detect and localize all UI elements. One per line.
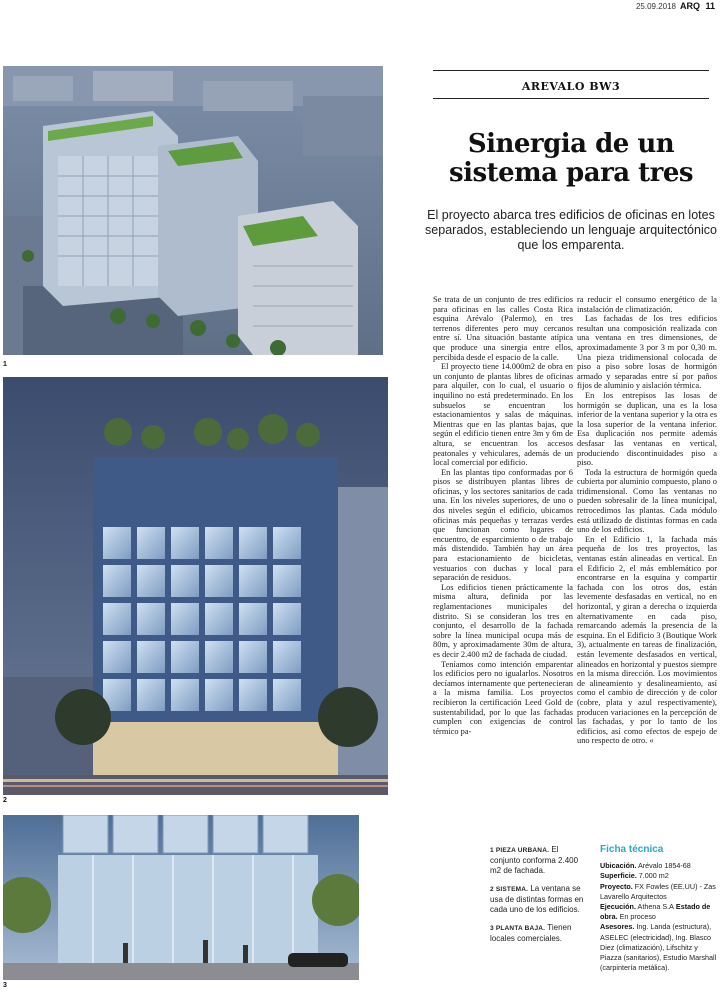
figure-number-1: 1	[3, 361, 7, 368]
caption-text: El conjunto conforma 2.400 m2 de fachada.	[490, 845, 579, 875]
body-column-2	[577, 295, 717, 746]
ficha-label: Asesores.	[600, 922, 635, 932]
ficha-label: Proyecto.	[600, 881, 633, 891]
figure-number-3: 3	[3, 982, 7, 989]
paragraph: En las plantas tipo conformadas por 6 pisos se distribuyen plantas libres de oficinas, y los sectores sanitarios de cada una. En los niveles superiores, de uno o dos niveles según el edificio, ubicamos oficinas más pequeñas y terrazas verdes que funcionan como lugares de encuentro, de esparcimiento o de trabajo más distendido. También hay un área para estacionamiento de bicicletas, vestuarios con duchas y local para separación de residuos.	[433, 467, 573, 583]
paragraph: Toda la estructura de hormigón queda cubierta por aluminio compuesto, plano o tridimensional. Como las ventanas no pueden sobresalir de la línea municipal, retrocedimos las plantas. Cada módulo está utilizado de distintas formas en cada uno de los edificios.	[577, 467, 717, 535]
page-number: 11	[705, 1, 715, 11]
photo-aerial-view	[3, 66, 383, 355]
caption-label: 2 SISTEMA.	[490, 886, 529, 893]
technical-sheet	[600, 845, 718, 973]
headline-line-2: sistema para tres	[448, 158, 694, 188]
paragraph: En los entrepisos las losas de hormigón se duplican, una es la losa inferior de la ventana superior y la otra es la losa superior de la ventana inferior. Esa duplicación nos permite además desfasar las ventanas en vertical, produciendo discontinuidades piso a piso.	[577, 390, 717, 468]
body-column-1	[433, 295, 573, 736]
kicker-rule-top	[433, 70, 709, 71]
paragraph: El proyecto tiene 14.000m2 de obra en un conjunto de plantas libres de oficinas para alquiler, con lo cual, el usuario o inquilino no está predeterminado. En los subsuelos se encuentran los estacionamientos y salas de máquinas. Mientras que en las plantas bajas, que según el edificio tienen entre 3m y 6m de altura, se encuentran los accesos peatonales y vehiculares, además de un local comercial por edificio.	[433, 362, 573, 468]
photo-building-facade	[3, 377, 388, 795]
caption-3	[490, 923, 586, 944]
paragraph: Se trata de un conjunto de tres edificios para oficinas en las calles Costa Rica esquina Arévalo (Palermo), en tres terrenos diferentes pero muy cercanos entre sí. Una situación bastante atípica que produce una sinergia entre ellos, percibida desde el espacio de la calle.	[433, 295, 573, 362]
technical-sheet-title: Ficha técnica	[600, 844, 664, 855]
figure-number-2: 2	[3, 797, 7, 804]
article-headline	[418, 130, 724, 188]
ficha-label: Superficie.	[600, 871, 637, 881]
caption-text: La ventana se usa de distintas formas en cada uno de los edificios.	[490, 884, 584, 914]
ficha-proyecto	[600, 882, 718, 902]
ficha-label: Ubicación.	[600, 861, 637, 871]
ficha-value: Ing. Landa (estructura), ASELEC (electricidad), Ing. Blasco Diez (climatización), Lifschitz y Piazza (sanitarios), Estudio Marshall (carpintería metálica).	[600, 922, 717, 973]
ficha-value: En proceso	[617, 912, 656, 922]
ficha-value: FX Fowles (EE.UU) - Zas Lavarello Arquitectos	[600, 881, 716, 901]
issue-date: 25.09.2018	[635, 2, 676, 11]
ficha-asesores	[600, 922, 718, 973]
caption-label: 1 PIEZA URBANA.	[490, 847, 550, 854]
section-kicker: AREVALO BW3	[521, 80, 621, 93]
headline-line-1: Sinergia de un	[467, 129, 675, 159]
photo-ground-floor	[3, 815, 359, 980]
ficha-ejecucion	[600, 902, 718, 922]
paragraph: Teníamos como intención emparentar los edificios pero no igualarlos. Nosotros decíamos internamente que pertenecieran a la misma familia. Los proyectos recibieron la certificación Leed Gold de sustentabilidad, por lo que las fachadas cumplen con exigencias de control térmico pa-	[433, 659, 573, 736]
page-header	[0, 0, 724, 14]
caption-text: Tienen locales comerciales.	[490, 923, 572, 943]
ficha-value: Arévalo 1854-68	[636, 861, 691, 871]
ficha-label: Ejecución.	[600, 902, 636, 912]
ficha-ubicacion	[600, 861, 718, 871]
caption-1	[490, 845, 586, 876]
paragraph: Los edificios tienen prácticamente la misma altura, definida por las reglamentaciones municipales del distrito. Si se consideran los tres en conjunto, el desarrollo de la fachada sobre la línea municipal ocupa más de 80m, y aproximadamente 30m de altura, es decir 2.400 m2 de fachada de ciudad.	[433, 582, 573, 659]
ficha-value: Athena S.A	[635, 902, 674, 912]
paragraph: En el Edificio 1, la fachada más pequeña de los tres proyectos, las ventanas están alineadas en vertical. En el Edificio 2, el más emblemático por encontrarse en la esquina y compartir fachada con los otros dos, están levemente desfasadas en vertical, no en horizontal, y giran a derecha o izquierda alternativamente en cada piso, remarcando además la presencia de la esquina. En el Edificio 3 (Boutique Work 3), actualmente en tareas de finalización, están levemente desfasados en vertical, alineados en horizontal y puestos siempre en la misma dirección. Los movimientos de alineamiento y desalineamiento, así como el cambio de dirección y de color (cobre, plata y azul respectivamente), producen variaciones en la percepción de las fachadas, y por lo tanto de los edificios, así como efectos de espejo de uno respecto de otro. «	[577, 534, 717, 746]
photo-captions	[490, 845, 586, 952]
ficha-label: Estado de obra.	[600, 902, 711, 922]
section-name: ARQ	[680, 1, 700, 11]
caption-label: 3 PLANTA BAJA.	[490, 925, 546, 932]
ficha-superficie	[600, 871, 718, 881]
article-deck: El proyecto abarca tres edificios de oficinas en lotes separados, estableciendo un lenguaje arquitectónico que los emparenta.	[425, 208, 717, 252]
caption-2	[490, 884, 586, 915]
ficha-value: 7.000 m2	[636, 871, 669, 881]
paragraph: Las fachadas de los tres edificios resultan una composición realizada con una ventana en tres dimensiones, de aproximadamente 3 por 3 m por 0,30 m. Una pieza tridimensional colocada de piso a piso sobre losas de hormigón armado y separadas entre sí por paños fijos de aluminio y aislación térmica.	[577, 314, 717, 391]
paragraph: ra reducir el consumo energético de la instalación de climatización.	[577, 295, 717, 314]
kicker-rule-bottom	[433, 98, 709, 99]
